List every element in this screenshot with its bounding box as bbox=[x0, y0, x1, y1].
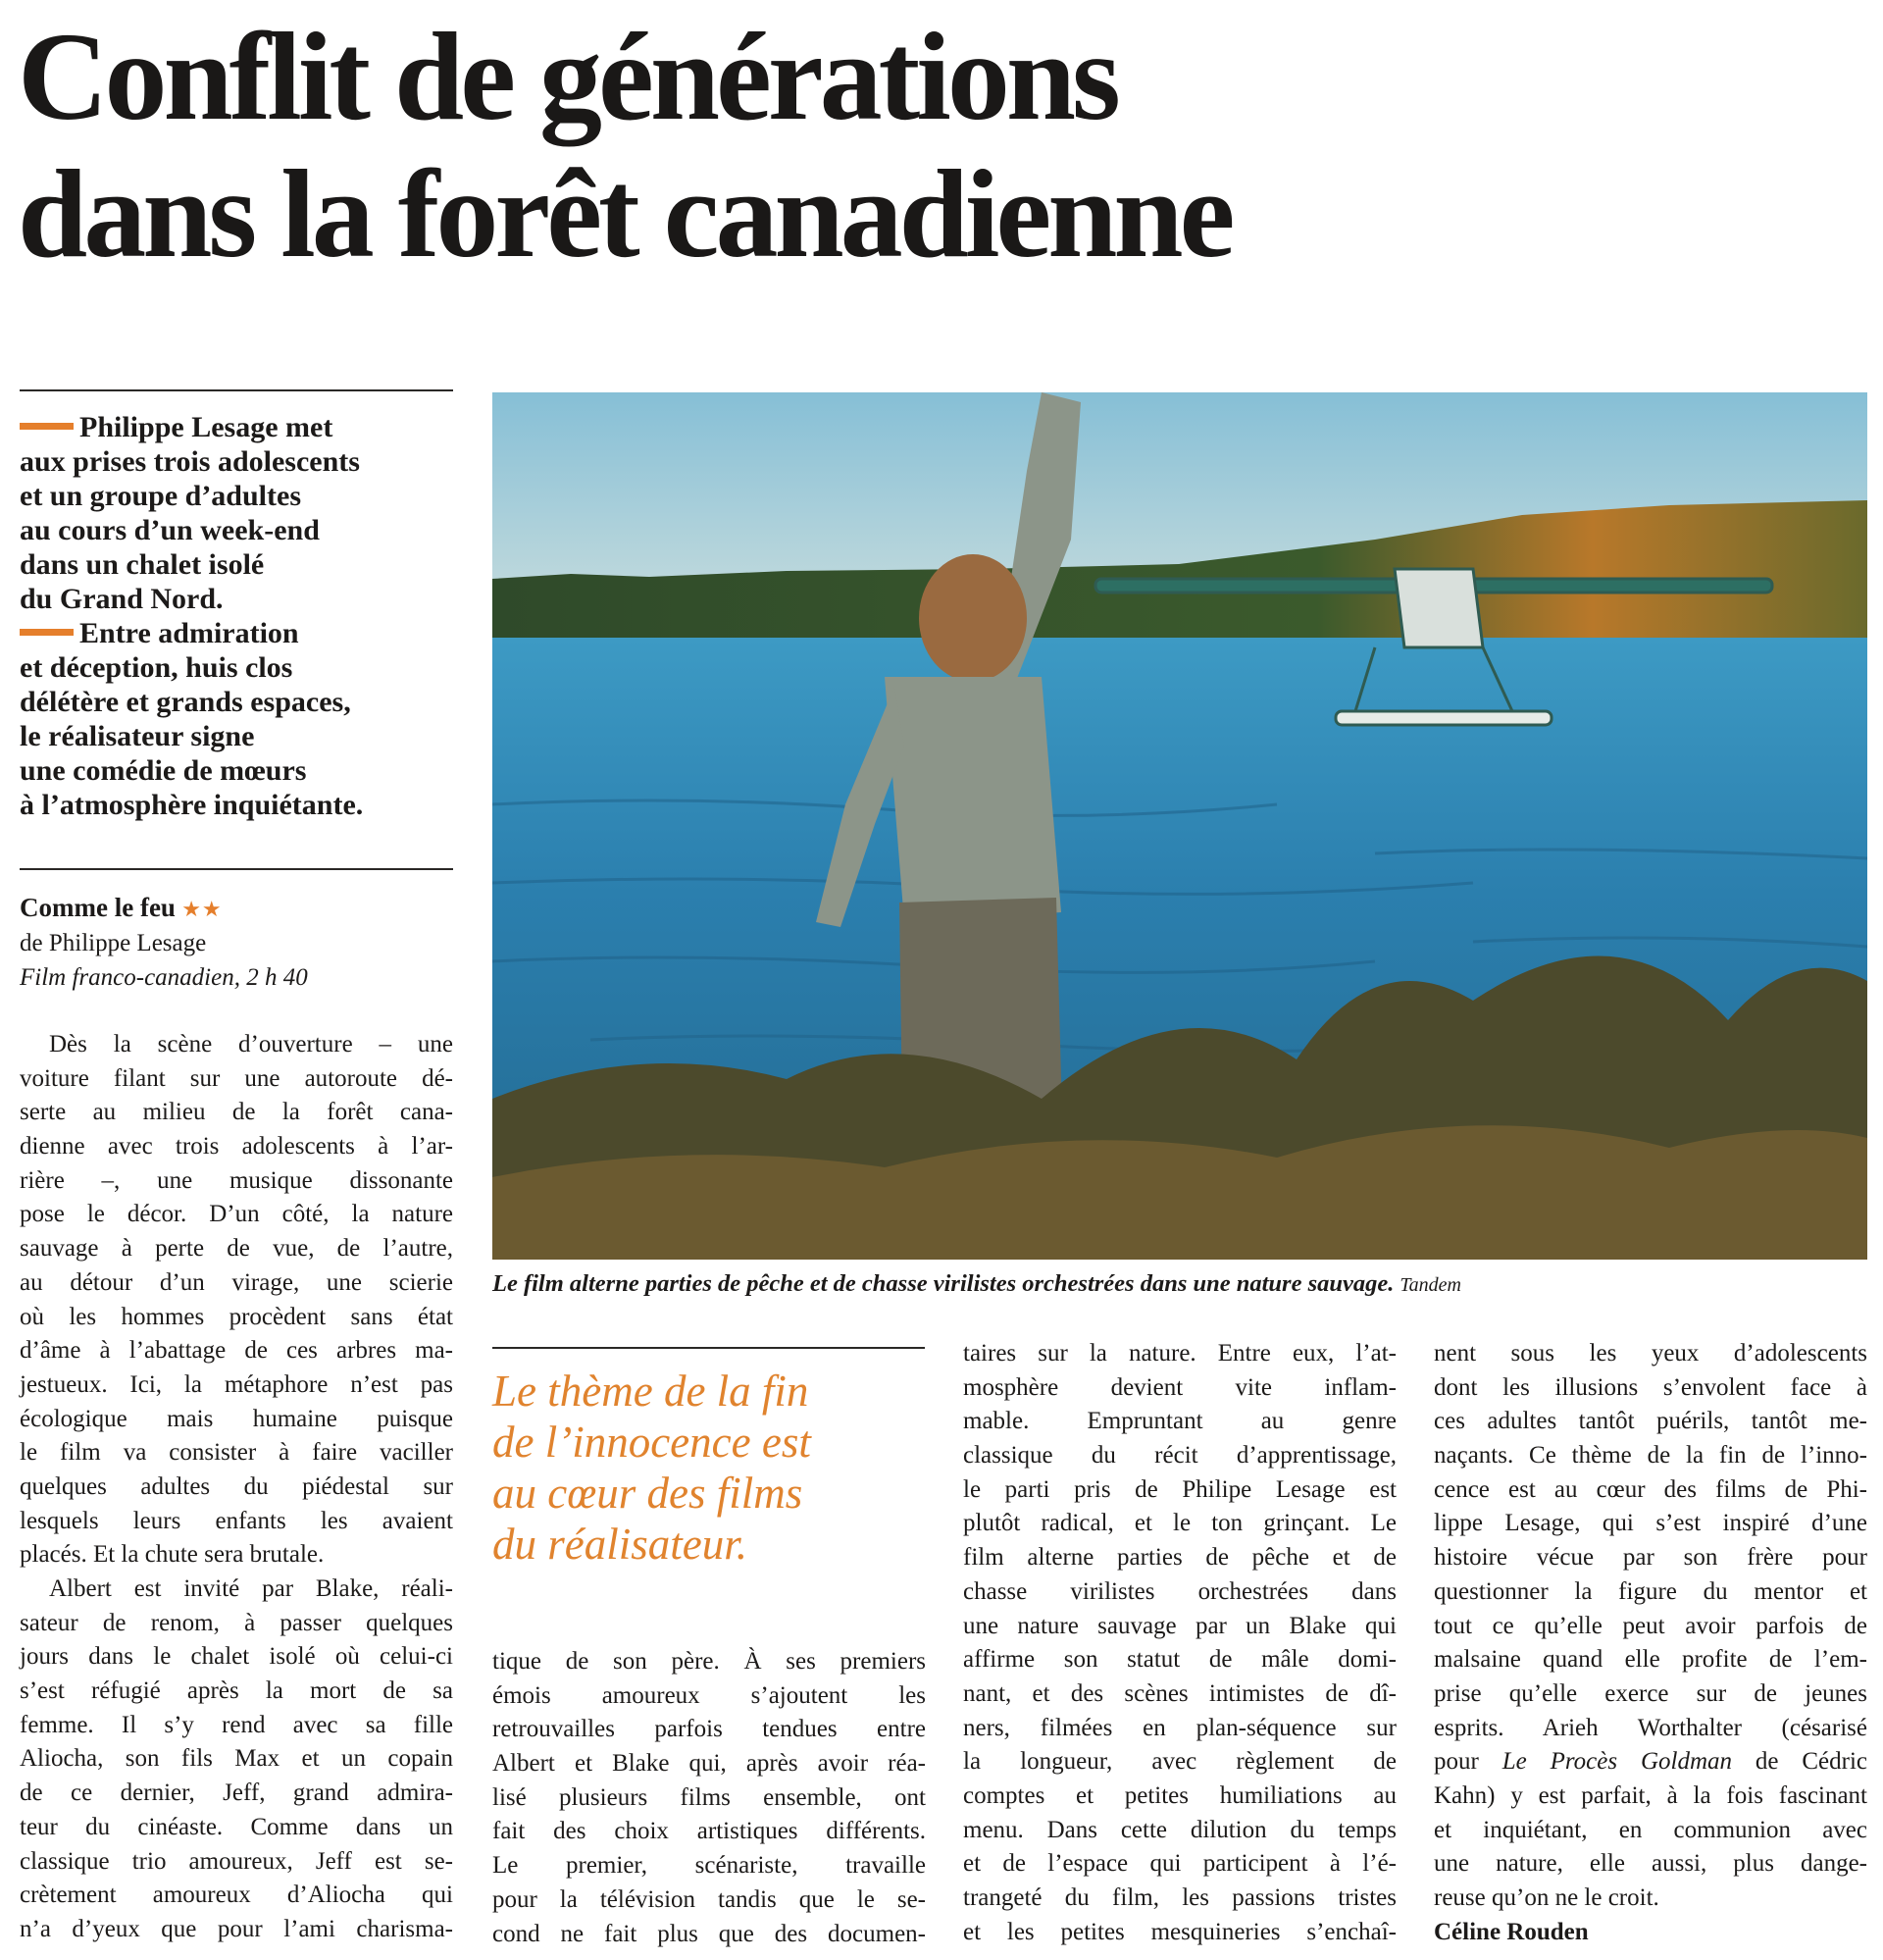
body-line: le film va consister à faire vaciller bbox=[20, 1439, 453, 1467]
body-line: classique trio amoureux, Jeff est se- bbox=[20, 1847, 453, 1875]
body-line: nant, et des scènes intimistes de dî- bbox=[963, 1679, 1397, 1707]
body-line: dienne avec trois adolescents à l’ar- bbox=[20, 1133, 453, 1161]
body-line: ces adultes tantôt puérils, tantôt me- bbox=[1434, 1408, 1867, 1435]
body-line: n’a d’yeux que pour l’ami charisma- bbox=[20, 1915, 453, 1942]
body-column-1 bbox=[20, 1028, 453, 1947]
article-deck bbox=[20, 410, 453, 822]
deck-line: dans un chalet isolé bbox=[20, 548, 265, 581]
body-line: au détour d’un virage, une scierie bbox=[20, 1268, 453, 1296]
divider-info bbox=[20, 868, 453, 870]
body-line: pour la télévision tandis que le se- bbox=[492, 1885, 926, 1913]
body-line: chasse virilistes orchestrées dans bbox=[963, 1577, 1397, 1605]
bullet-dash-icon bbox=[20, 423, 74, 430]
body-line: naçants. Ce thème de la fin de l’inno- bbox=[1434, 1442, 1867, 1470]
body-line: de ce dernier, Jeff, grand admira- bbox=[20, 1779, 453, 1807]
photo-caption bbox=[492, 1267, 1875, 1302]
divider-top bbox=[20, 389, 453, 391]
film-title-reference: Le Procès Goldman bbox=[1501, 1748, 1733, 1776]
pull-quote-line: du réalisateur. bbox=[492, 1520, 748, 1569]
film-director: de Philippe Lesage bbox=[20, 930, 207, 956]
body-line: esprits. Arieh Worthalter (césarisé bbox=[1434, 1714, 1867, 1741]
body-line: sateur de renom, à passer quelques bbox=[20, 1609, 453, 1636]
deck-line: et un groupe d’adultes bbox=[20, 480, 301, 512]
body-line: nent sous les yeux d’adolescents bbox=[1434, 1340, 1867, 1367]
body-line: où les hommes procèdent sans état bbox=[20, 1303, 453, 1330]
body-line: prise qu’elle exerce sur de jeunes bbox=[1434, 1679, 1867, 1707]
body-line: sauvage à perte de vue, de l’autre, bbox=[20, 1235, 453, 1263]
deck-line: délétère et grands espaces, bbox=[20, 686, 351, 718]
body-line: et les petites mesquineries s’enchaî- bbox=[963, 1918, 1397, 1945]
body-line: crètement amoureux d’Aliocha qui bbox=[20, 1882, 453, 1909]
deck-line-text: Philippe Lesage met bbox=[79, 411, 333, 443]
caption-text: Le film alterne parties de pêche et de chasse virilistes orchestrées dans une nature sauvage. bbox=[492, 1270, 1395, 1297]
body-line: affirme son statut de mâle domi- bbox=[963, 1646, 1397, 1674]
body-column-2 bbox=[492, 1645, 926, 1951]
body-line: fait des choix artistiques différents. bbox=[492, 1818, 926, 1845]
body-line: taires sur la nature. Entre eux, l’at- bbox=[963, 1340, 1397, 1367]
deck-line: du Grand Nord. bbox=[20, 583, 224, 615]
body-line: retrouvailles parfois tendues entre bbox=[492, 1716, 926, 1743]
deck-line bbox=[20, 616, 453, 650]
body-line: d’âme à l’abattage de ces arbres ma- bbox=[20, 1337, 453, 1365]
body-line: plutôt radical, et le ton grinçant. Le bbox=[963, 1510, 1397, 1537]
body-line: pose le décor. D’un côté, la nature bbox=[20, 1201, 453, 1228]
deck-line: une comédie de mœurs bbox=[20, 754, 307, 787]
film-meta: Film franco-canadien, 2 h 40 bbox=[20, 964, 308, 991]
pull-quote-line: de l’innocence est bbox=[492, 1418, 811, 1467]
body-line: la longueur, avec règlement de bbox=[963, 1748, 1397, 1776]
body-line: Albert et Blake qui, après avoir réa- bbox=[492, 1750, 926, 1778]
deck-line: et déception, huis clos bbox=[20, 651, 293, 684]
body-column-3 bbox=[963, 1337, 1397, 1949]
body-text: de Cédric bbox=[1732, 1748, 1867, 1776]
body-line: serte au milieu de la forêt cana- bbox=[20, 1099, 453, 1126]
body-line: jours dans le chalet isolé où celui-ci bbox=[20, 1643, 453, 1671]
body-column-4 bbox=[1434, 1337, 1867, 1949]
body-line: trangeté du film, les passions tristes bbox=[963, 1884, 1397, 1911]
deck-paragraph bbox=[20, 410, 453, 616]
body-line: et inquiétant, en communion avec bbox=[1434, 1816, 1867, 1843]
body-line: questionner la figure du mentor et bbox=[1434, 1577, 1867, 1605]
body-line: quelques adultes du piédestal sur bbox=[20, 1472, 453, 1500]
body-line: placés. Et la chute sera brutale. bbox=[20, 1541, 325, 1569]
headline bbox=[18, 8, 1231, 283]
body-line: film alterne parties de pêche et de bbox=[963, 1544, 1397, 1572]
body-line: Aliocha, son fils Max et un copain bbox=[20, 1745, 453, 1773]
film-info bbox=[20, 891, 453, 995]
body-line: lippe Lesage, qui s’est inspiré d’une bbox=[1434, 1510, 1867, 1537]
rating-stars-icon: ★★ bbox=[181, 897, 223, 921]
body-line: émois amoureux s’ajoutent les bbox=[492, 1681, 926, 1709]
body-line: rière –, une musique dissonante bbox=[20, 1166, 453, 1194]
body-line: reuse qu’on ne le croit. bbox=[1434, 1884, 1659, 1911]
divider-pullquote bbox=[492, 1347, 925, 1349]
body-line: teur du cinéaste. Comme dans un bbox=[20, 1813, 453, 1840]
body-line: Le premier, scénariste, travaille bbox=[492, 1852, 926, 1880]
photo-credit: Tandem bbox=[1400, 1274, 1461, 1296]
body-line: s’est réfugié après la mort de sa bbox=[20, 1677, 453, 1705]
deck-line: le réalisateur signe bbox=[20, 720, 255, 752]
body-line: voiture filant sur une autoroute dé- bbox=[20, 1064, 453, 1092]
body-line: menu. Dans cette dilution du temps bbox=[963, 1816, 1397, 1843]
deck-line: aux prises trois adolescents bbox=[20, 445, 360, 478]
film-title: Comme le feu bbox=[20, 893, 176, 922]
body-line: tout ce qu’elle peut avoir parfois de bbox=[1434, 1612, 1867, 1639]
body-line: lisé plusieurs films ensemble, ont bbox=[492, 1783, 926, 1811]
deck-line bbox=[20, 410, 453, 444]
body-line: ners, filmées en plan-séquence sur bbox=[963, 1714, 1397, 1741]
body-line: tique de son père. À ses premiers bbox=[492, 1648, 926, 1675]
body-line: lesquels leurs enfants les avaient bbox=[20, 1507, 453, 1534]
body-line: Kahn) y est parfait, à la fois fascinant bbox=[1434, 1781, 1867, 1809]
body-line: une nature sauvage par un Blake qui bbox=[963, 1612, 1397, 1639]
pull-quote bbox=[492, 1366, 926, 1570]
body-line: une nature, elle aussi, plus dange- bbox=[1434, 1850, 1867, 1878]
body-line: mable. Empruntant au genre bbox=[963, 1408, 1397, 1435]
body-line: écologique mais humaine puisque bbox=[20, 1405, 453, 1432]
deck-line: au cours d’un week-end bbox=[20, 514, 320, 546]
body-line: et de l’espace qui participent à l’é- bbox=[963, 1850, 1397, 1878]
deck-paragraph bbox=[20, 616, 453, 822]
body-line: histoire vécue par son frère pour bbox=[1434, 1544, 1867, 1572]
author-byline: Céline Rouden bbox=[1434, 1918, 1589, 1945]
body-line: dont les illusions s’envolent face à bbox=[1434, 1373, 1867, 1401]
body-line: classique du récit d’apprentissage, bbox=[963, 1442, 1397, 1470]
bullet-dash-icon bbox=[20, 629, 74, 636]
deck-line-text: Entre admiration bbox=[79, 617, 299, 649]
body-line: Albert est invité par Blake, réali- bbox=[49, 1575, 453, 1602]
body-line bbox=[1434, 1745, 1867, 1779]
body-line: mosphère devient vite inflam- bbox=[963, 1373, 1397, 1401]
body-line: jestueux. Ici, la métaphore n’est pas bbox=[20, 1370, 453, 1398]
body-line: femme. Il s’y rend avec sa fille bbox=[20, 1711, 453, 1738]
body-line: malsaine quand elle profite de l’em- bbox=[1434, 1646, 1867, 1674]
headline-line-1: Conflit de générations bbox=[18, 7, 1117, 146]
pull-quote-line: Le thème de la fin bbox=[492, 1367, 809, 1416]
headline-line-2: dans la forêt canadienne bbox=[18, 144, 1232, 284]
pull-quote-line: au cœur des films bbox=[492, 1469, 803, 1518]
body-line: comptes et petites humiliations au bbox=[963, 1781, 1397, 1809]
body-line: cond ne fait plus que des documen- bbox=[492, 1920, 926, 1947]
body-line: Dès la scène d’ouverture – une bbox=[49, 1031, 453, 1057]
article-photo bbox=[492, 392, 1867, 1260]
body-line: cence est au cœur des films de Phi- bbox=[1434, 1475, 1867, 1503]
deck-line: à l’atmosphère inquiétante. bbox=[20, 789, 364, 821]
body-text: pour bbox=[1434, 1748, 1502, 1776]
body-line: le parti pris de Philipe Lesage est bbox=[963, 1475, 1397, 1503]
